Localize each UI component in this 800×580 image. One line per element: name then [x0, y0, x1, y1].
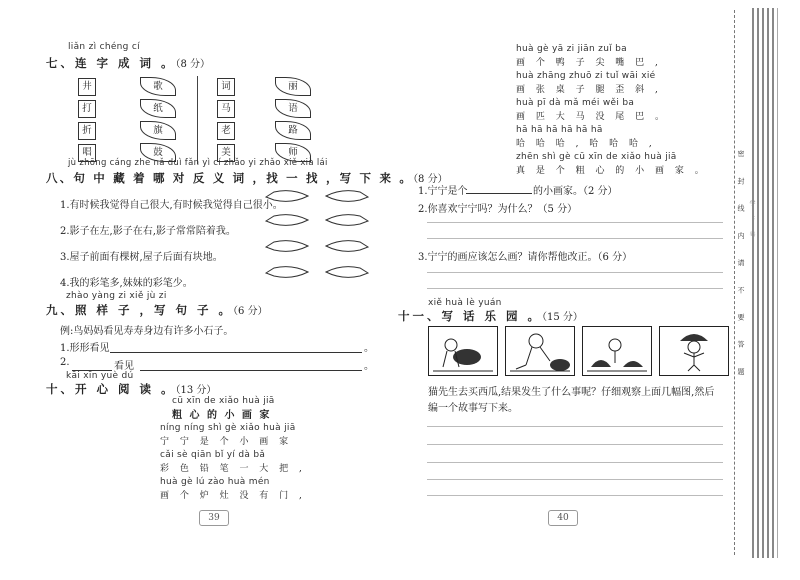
poem-line: 画 个 鸭 子 尖 嘴 巴 ,: [516, 58, 662, 68]
poem-line-pinyin: zhēn shì gè cū xīn de xiǎo huà jiā: [516, 152, 677, 162]
q11-prompt-line2: 编一个故事写下来。: [428, 403, 518, 414]
question-1-part-a: 1.宁宁是个: [418, 186, 468, 197]
leaf-char: 歌: [140, 77, 176, 96]
dot: 。: [364, 343, 374, 354]
q7-score: （8 分）: [175, 59, 211, 70]
comic-panel-3: [582, 326, 652, 376]
q10-title: 十、开 心 阅 读 。: [46, 382, 176, 396]
stripe: [777, 8, 778, 558]
q11-prompt-line1: 猫先生去买西瓜,结果发生了什么事呢？仔细观察上面几幅图,然后: [428, 387, 715, 398]
q9-line2-mid: 看见: [114, 361, 134, 372]
question-2: 2.你喜欢宁宁吗？为什么？（5 分）: [418, 204, 578, 215]
q8-sentence: 4.我的彩笔多,妹妹的彩笔少。: [60, 278, 193, 289]
leaf-char: 师: [275, 143, 311, 162]
q10-pinyin: kāi xīn yuè dú: [66, 371, 134, 381]
poem-line-pinyin: huà gè yā zi jiān zuǐ ba: [516, 44, 627, 54]
char-box: 马: [217, 100, 235, 118]
poem-line-pinyin: huà pī dà mǎ méi wěi ba: [516, 98, 635, 108]
question-1-part-b: 的小画家。（2 分）: [533, 186, 618, 197]
q8-score: （8 分）: [413, 174, 448, 185]
stripe: [772, 8, 774, 558]
q11-pinyin: xiě huà lè yuán: [428, 298, 502, 308]
q7-pinyin: liǎn zì chéng cí: [68, 42, 140, 52]
fish-pair: [266, 267, 368, 278]
poem-line: 哈 哈 哈 , 哈 哈 哈 ,: [516, 139, 656, 149]
char-box: 词: [217, 78, 235, 96]
poem-line: 彩 色 铅 笔 一 大 把 ,: [160, 464, 306, 474]
answer-line[interactable]: [140, 370, 362, 371]
char-box: 唱: [78, 144, 96, 162]
fish-pair: [266, 241, 368, 252]
q8-sentence: 2.影子在左,影子在右,影子常常陪着我。: [60, 226, 236, 237]
q11-title: 十一、写 话 乐 园 。: [398, 309, 543, 323]
answer-line[interactable]: [427, 222, 723, 223]
poem-title-pinyin: cū xīn de xiǎo huà jiā: [172, 396, 275, 406]
binding-stripes: [752, 8, 778, 558]
q8-sentence: 1.有时候我觉得自己很大,有时候我觉得自己很小。: [60, 200, 283, 211]
stripe: [767, 8, 769, 558]
poem-line: 真 是 个 粗 心 的 小 画 家 。: [516, 166, 708, 176]
writing-line[interactable]: [427, 462, 723, 463]
leaf-char: 路: [275, 121, 311, 140]
poem-line-pinyin: hā hā hā hā hā hā: [516, 125, 603, 135]
writing-line[interactable]: [427, 444, 723, 445]
q9-pinyin: zhào yàng zi xiě jù zi: [66, 291, 167, 301]
writing-line[interactable]: [427, 426, 723, 427]
broken-melon-illustration: [583, 327, 651, 375]
q9-example: 例:鸟妈妈看见寿寿身边有许多小石子。: [60, 326, 234, 337]
leaf-char: 语: [275, 99, 311, 118]
answer-line[interactable]: [427, 272, 723, 273]
page-number: 39: [199, 510, 229, 526]
fish-pair: [266, 191, 368, 202]
q8-fish-answer-grid: [264, 188, 384, 288]
cat-with-melon-illustration: [429, 327, 497, 375]
q7-matching-area: [0, 0, 400, 160]
poem-line-pinyin: huà zhāng zhuō zi tuǐ wāi xié: [516, 71, 656, 81]
q8-sentence: 3.屋子前面有棵树,屋子后面有块地。: [60, 252, 223, 263]
answer-line[interactable]: [427, 238, 723, 239]
q8-title: 八、句 中 藏 着 哪 对 反 义 词 ，找 一 找 ，写 下 来 。: [46, 171, 414, 185]
q8-pinyin: jù zhōng cáng zhe nǎ duì fǎn yì cí zhǎo yi zhǎo xiě xià lái: [68, 158, 328, 168]
poem-line-pinyin: níng níng shì gè xiǎo huà jiā: [160, 423, 296, 433]
divider: [197, 76, 198, 164]
q8-heading: [46, 170, 448, 186]
poem-title: 粗 心 的 小 画 家: [172, 410, 272, 421]
poem-line: 画 张 桌 子 腿 歪 斜 ,: [516, 85, 662, 95]
leaf-char: 纸: [140, 99, 176, 118]
char-box: 美: [217, 144, 235, 162]
leaf-char: 鼓: [140, 143, 176, 162]
cat-tripping-illustration: [506, 327, 574, 375]
comic-panel-1: [428, 326, 498, 376]
binding-warning-text: 密 封 线 内 请 不 要 答 题: [737, 150, 745, 384]
stripe: [752, 8, 754, 558]
leaf-char: 丽: [275, 77, 311, 96]
answer-line[interactable]: [427, 288, 723, 289]
q9-line2-prefix: 2.: [60, 357, 70, 368]
char-box: 老: [217, 122, 235, 140]
q11-heading: [398, 308, 583, 324]
char-box: 打: [78, 100, 96, 118]
char-box: 折: [78, 122, 96, 140]
answer-line[interactable]: [110, 352, 362, 353]
answer-line[interactable]: [466, 193, 532, 194]
writing-line[interactable]: [427, 479, 723, 480]
q9-heading: [46, 302, 268, 318]
poem-line: 画 个 炉 灶 没 有 门 ,: [160, 491, 306, 501]
poem-line: 宁 宁 是 个 小 画 家: [160, 437, 293, 447]
q9-title: 九、照 样 子 ，写 句 子 。: [46, 303, 234, 317]
dot: 。: [364, 361, 374, 372]
stripe: [757, 8, 759, 558]
question-3: 3.宁宁的画应该怎么画？请你帮他改正。（6 分）: [418, 252, 633, 263]
poem-line-pinyin: cǎi sè qiān bǐ yí dà bǎ: [160, 450, 266, 460]
q9-line1-label: 1.形形看见: [60, 343, 110, 354]
q10-score: （13 分）: [175, 385, 217, 396]
comic-panel-4: [659, 326, 729, 376]
poem-line: 画 匹 大 马 没 尾 巴 。: [516, 112, 669, 122]
stripe: [762, 8, 764, 558]
q10-heading: [46, 381, 216, 397]
cat-with-melon-hat-illustration: [660, 327, 728, 375]
char-box: 井: [78, 78, 96, 96]
poem-line-pinyin: huà gè lú zào huà mén: [160, 477, 270, 487]
comic-panel-2: [505, 326, 575, 376]
page-number: 40: [548, 510, 578, 526]
q11-score: （15 分）: [542, 312, 583, 323]
writing-line[interactable]: [427, 495, 723, 496]
leaf-char: 旗: [140, 121, 176, 140]
fish-pair: [266, 215, 368, 226]
q7-title: 七、连 字 成 词 。: [46, 56, 176, 70]
q9-score: （6 分）: [233, 306, 268, 317]
